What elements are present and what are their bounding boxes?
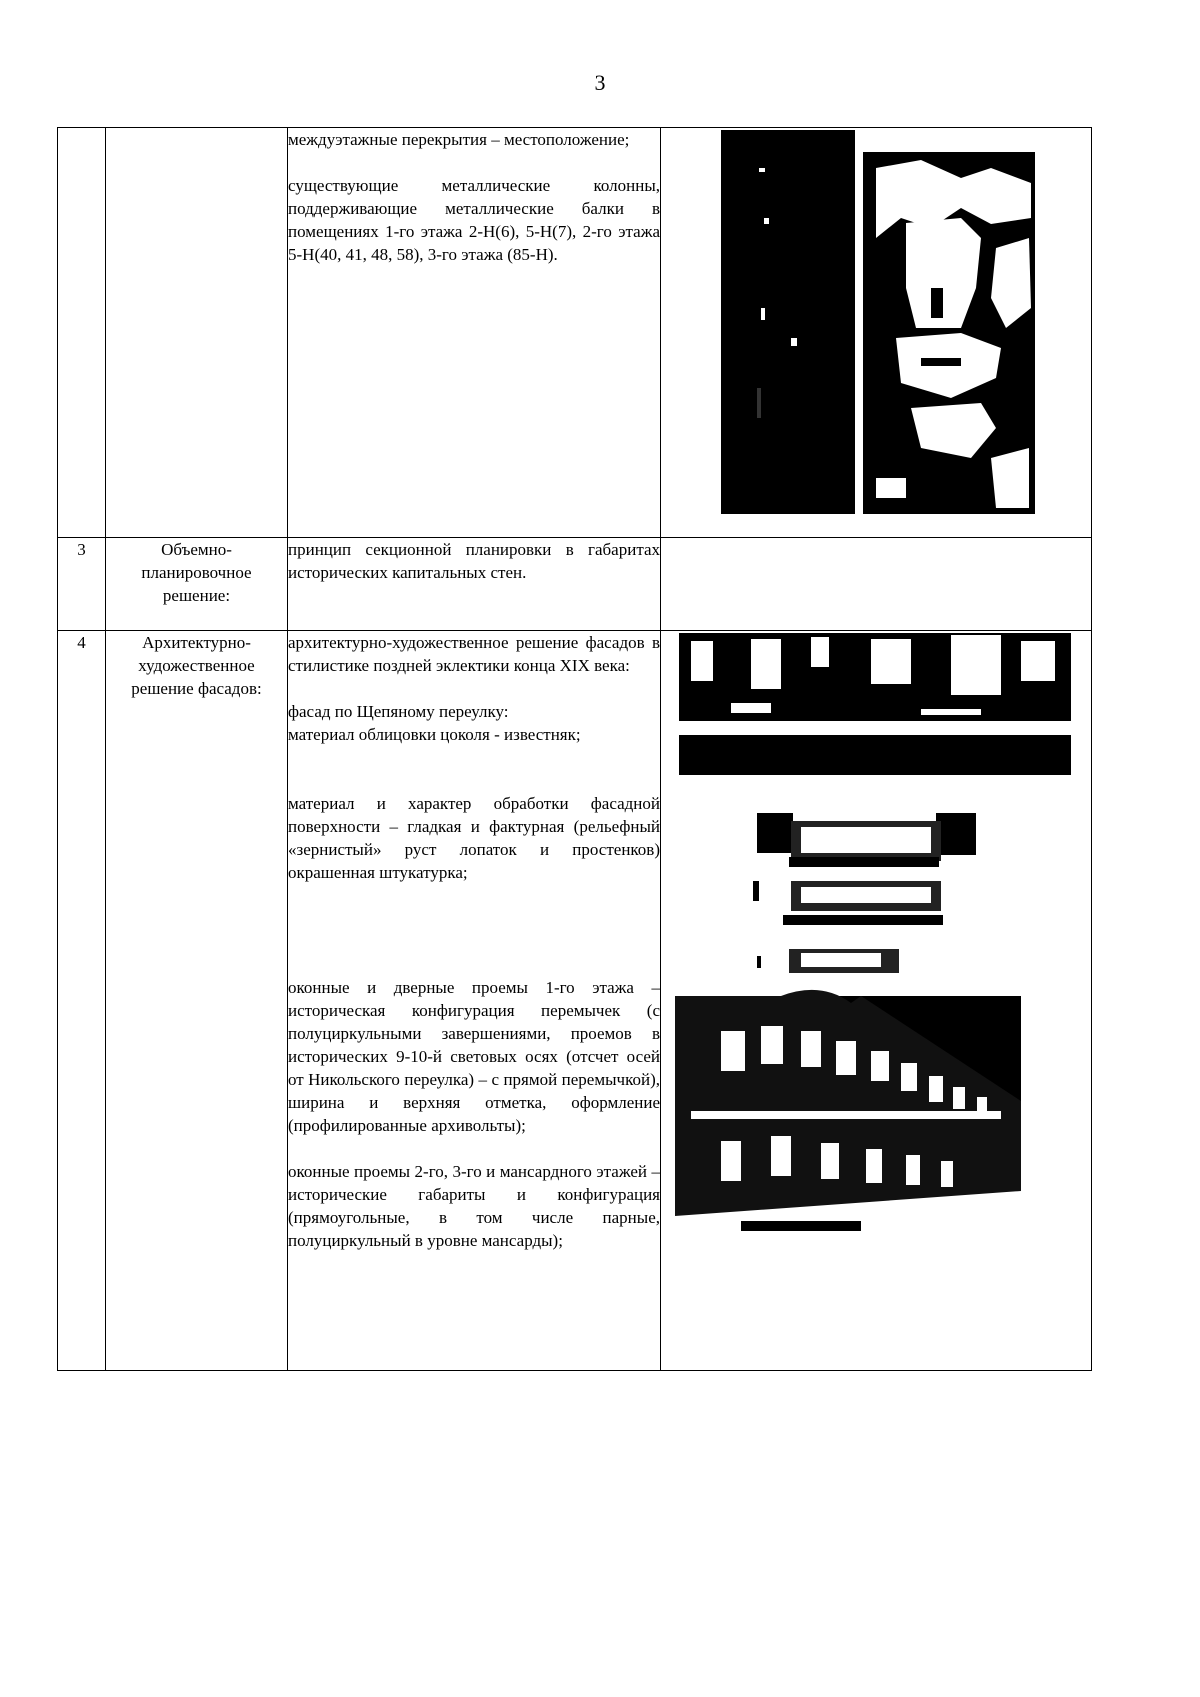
row-description xyxy=(288,538,661,631)
rustication-photo xyxy=(753,813,976,973)
document-table xyxy=(57,127,1092,1371)
row-number xyxy=(58,128,106,538)
table-row xyxy=(58,128,1092,538)
street-facade-photo xyxy=(675,990,1021,1246)
interior-columns-photo xyxy=(661,128,1092,536)
facade-photos xyxy=(661,631,1092,1369)
row-label: Архитектурно-художественное решение фасадов: xyxy=(106,631,288,1371)
photo-cell xyxy=(661,128,1092,538)
row-label xyxy=(106,128,288,538)
paragraph: оконные и дверные проемы 1-го этажа – историческая конфигурация перемычек (с полуциркульными завершениями, проемов в исторических 9-10-й световых осях (отсчет осей от Никольского переулка) – с прямой перемычкой), ширина и верхняя отметка, оформление (профилированные архивольты); xyxy=(288,978,660,1135)
paragraph: междуэтажные перекрытия – местоположение; xyxy=(288,130,630,149)
paragraph: существующие металлические колонны, поддерживающие металлические балки в помещениях 1-го этажа 2-Н(6), 5-Н(7), 2-го этажа 5-Н(40, 41, 48, 58), 3-го этажа (85-Н). xyxy=(288,176,660,264)
row-description xyxy=(288,631,661,1371)
table-row xyxy=(58,538,1092,631)
plinth-photo xyxy=(679,633,1071,775)
paragraph: принцип секционной планировки в габаритах исторических капитальных стен. xyxy=(288,540,660,582)
photo-cell xyxy=(661,538,1092,631)
paragraph: материал и характер обработки фасадной поверхности – гладкая и фактурная (рельефный «зернистый» руст лопаток и простенков) окрашенная штукатурка; xyxy=(288,794,660,882)
table-row xyxy=(58,631,1092,1371)
page-number: 3 xyxy=(594,70,606,95)
paragraph: фасад по Щепяному переулку: xyxy=(288,702,509,721)
paragraph: материал облицовки цоколя - известняк; xyxy=(288,725,581,744)
paragraph: оконные проемы 2-го, 3-го и мансардного этажей – исторические габариты и конфигурация (прямоугольные, в том числе парные, полуциркульный в уровне мансарды); xyxy=(288,1162,660,1250)
row-number: 3 xyxy=(58,538,106,631)
row-label: Объемно-планировочное решение: xyxy=(106,538,288,631)
row-number: 4 xyxy=(58,631,106,1371)
paragraph: архитектурно-художественное решение фасадов в стилистике поздней эклектики конца XIX века: xyxy=(288,633,660,675)
row-description xyxy=(288,128,661,538)
photo-cell xyxy=(661,631,1092,1371)
